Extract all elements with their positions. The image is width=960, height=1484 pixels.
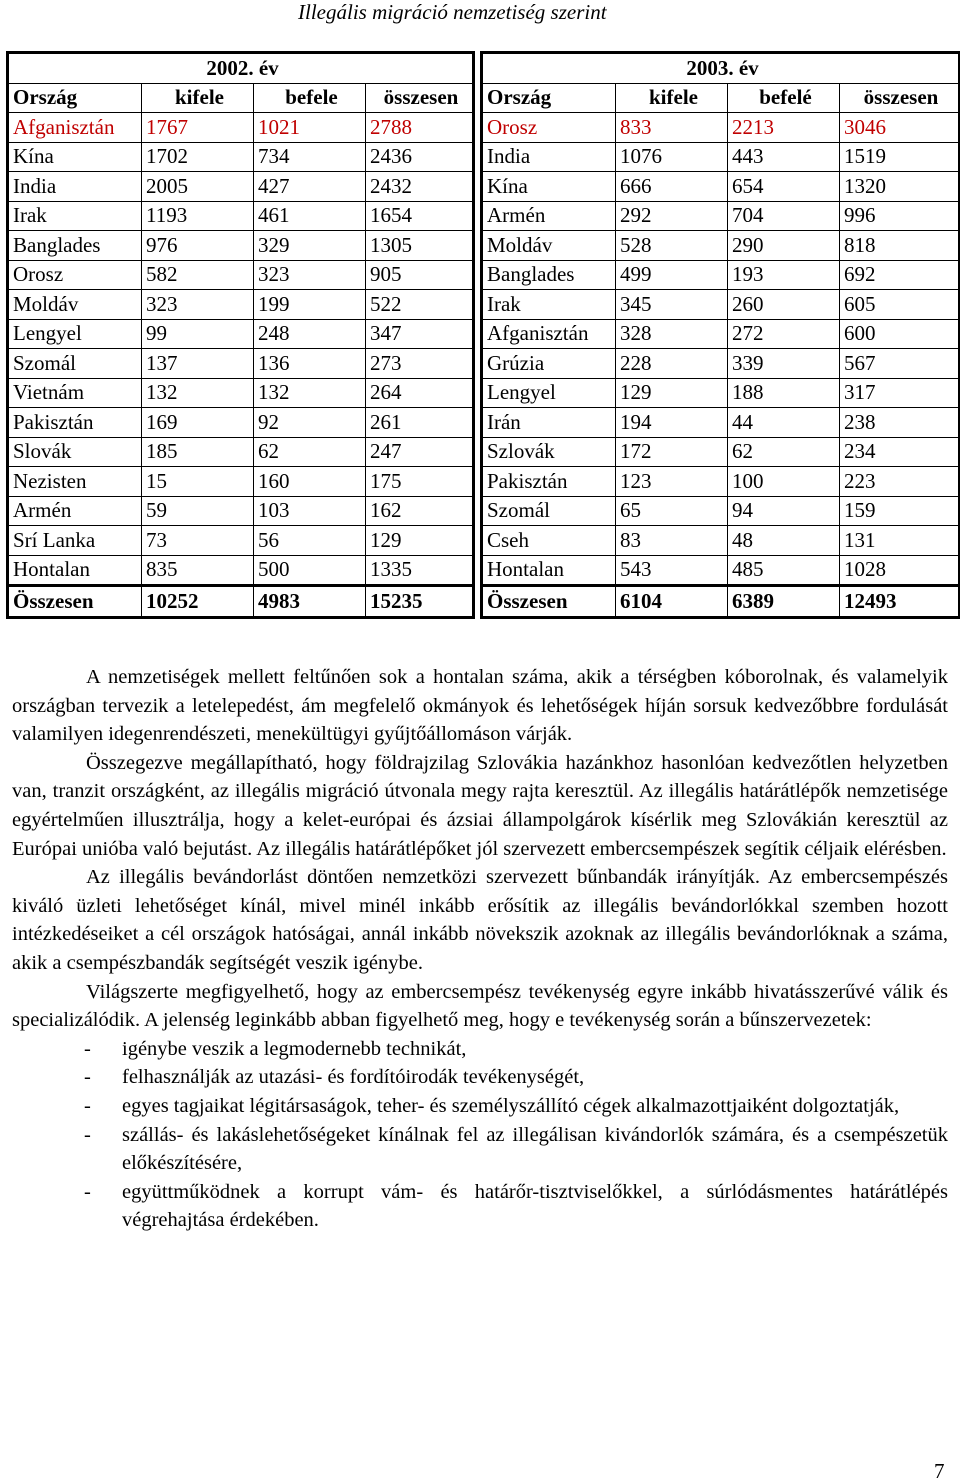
table-cell: 734 xyxy=(254,142,366,172)
paragraph: Az illegális bevándorlást döntően nemzetközi szervezett bűnbandák irányítják. Az embercsempészés kiváló üzleti lehetőséget kínál, mivel minél inkább erősítik az illegális bevándorlókkal szemben hozott intézkedéseiket a cél országok hatóságai, annál inkább növekszik azoknak az illegális bevándorlóknak a száma, akik a csempészbandák segítségét veszik igénybe. xyxy=(12,866,948,974)
table-cell: 996 xyxy=(840,201,960,231)
table-cell: Szlovák xyxy=(482,437,616,467)
year-row xyxy=(482,53,960,84)
table-cell: Szomál xyxy=(482,496,616,526)
table-cell: Srí Lanka xyxy=(8,526,142,556)
table-cell: 272 xyxy=(728,319,840,349)
table-cell: 976 xyxy=(142,231,254,261)
table-cell: 264 xyxy=(366,378,474,408)
table-cell: 162 xyxy=(366,496,474,526)
table-cell: 1335 xyxy=(366,555,474,586)
table-row xyxy=(8,231,474,261)
total-cell: 15235 xyxy=(366,586,474,618)
table-cell: 500 xyxy=(254,555,366,586)
table-cell: Orosz xyxy=(482,113,616,143)
table-cell: 136 xyxy=(254,349,366,379)
table-cell: 292 xyxy=(616,201,728,231)
table-cell: 461 xyxy=(254,201,366,231)
table-row xyxy=(482,113,960,143)
list-item xyxy=(12,1035,948,1064)
table-cell: 339 xyxy=(728,349,840,379)
column-header: összesen xyxy=(366,83,474,113)
table-cell: 132 xyxy=(142,378,254,408)
table-cell: 48 xyxy=(728,526,840,556)
table-cell: 2005 xyxy=(142,172,254,202)
table-cell: 290 xyxy=(728,231,840,261)
table-cell: 83 xyxy=(616,526,728,556)
table-cell: 347 xyxy=(366,319,474,349)
total-cell: 6104 xyxy=(616,586,728,618)
table-cell: Hontalan xyxy=(8,555,142,586)
table-cell: 56 xyxy=(254,526,366,556)
table-cell: Armén xyxy=(8,496,142,526)
table-cell: Lengyel xyxy=(8,319,142,349)
table-row xyxy=(8,378,474,408)
table-cell: 835 xyxy=(142,555,254,586)
table-cell: 905 xyxy=(366,260,474,290)
table-cell: 248 xyxy=(254,319,366,349)
table-cell: 103 xyxy=(254,496,366,526)
header-row xyxy=(8,83,474,113)
table-cell: 160 xyxy=(254,467,366,497)
total-cell: Összesen xyxy=(482,586,616,618)
list-marker: - xyxy=(84,1094,91,1117)
total-row xyxy=(482,586,960,618)
table-cell: 1076 xyxy=(616,142,728,172)
column-header: kifele xyxy=(142,83,254,113)
table-cell: Kína xyxy=(8,142,142,172)
table-cell: 1028 xyxy=(840,555,960,586)
year-heading: 2003. év xyxy=(482,53,960,84)
column-header: kifele xyxy=(616,83,728,113)
table-row xyxy=(482,319,960,349)
table-cell: India xyxy=(8,172,142,202)
table-row xyxy=(8,290,474,320)
table-cell: 543 xyxy=(616,555,728,586)
table-cell: 3046 xyxy=(840,113,960,143)
total-cell: 12493 xyxy=(840,586,960,618)
table-cell: 522 xyxy=(366,290,474,320)
table-row xyxy=(482,290,960,320)
header-row xyxy=(482,83,960,113)
table-cell: 323 xyxy=(254,260,366,290)
table-cell: 273 xyxy=(366,349,474,379)
table-cell: 129 xyxy=(366,526,474,556)
body-text xyxy=(12,663,948,1235)
list-item xyxy=(12,1092,948,1121)
paragraph: Összegezve megállapítható, hogy földrajzilag Szlovákia hazánkhoz hasonlóan kedvezőtlen helyzetben van, tranzit országként, az illegális migráció útvonala megy rajta keresztül. Az illegális határátlépők nemzetisége egyértelműen illusztrálja, hogy a kelet-európai és ázsiai állampolgárok kísérlik meg Szlovákián keresztül az Európai unióba való bejutást. Az illegális határátlépőket jól szervezett embercsempészek segítik céljaik elérésben. xyxy=(12,751,948,860)
table-cell: 172 xyxy=(616,437,728,467)
table-cell: 323 xyxy=(142,290,254,320)
table-row xyxy=(8,172,474,202)
table-cell: 62 xyxy=(254,437,366,467)
table-2003 xyxy=(480,51,960,619)
table-row xyxy=(8,319,474,349)
table-row xyxy=(8,142,474,172)
list-item-text: igénybe veszik a legmodernebb technikát, xyxy=(122,1037,467,1060)
table-cell: Moldáv xyxy=(482,231,616,261)
table-cell: Afganisztán xyxy=(8,113,142,143)
table-row xyxy=(8,260,474,290)
table-cell: 833 xyxy=(616,113,728,143)
list-item-text: szállás- és lakáslehetőségeket kínálnak fel az illegálisan kivándorlók számára, és a csempészetük előkészítésére, xyxy=(122,1123,948,1175)
table-cell: 131 xyxy=(840,526,960,556)
total-cell: 4983 xyxy=(254,586,366,618)
table-row xyxy=(482,437,960,467)
table-row xyxy=(8,201,474,231)
table-cell: 818 xyxy=(840,231,960,261)
table-row xyxy=(482,526,960,556)
table-cell: Szomál xyxy=(8,349,142,379)
table-row xyxy=(482,260,960,290)
table-cell: Pakisztán xyxy=(482,467,616,497)
table-cell: 44 xyxy=(728,408,840,438)
table-cell: Cseh xyxy=(482,526,616,556)
table-cell: 132 xyxy=(254,378,366,408)
list-marker: - xyxy=(84,1123,91,1146)
table-cell: 605 xyxy=(840,290,960,320)
table-cell: Vietnám xyxy=(8,378,142,408)
table-row xyxy=(482,172,960,202)
table-cell: 2213 xyxy=(728,113,840,143)
table-row xyxy=(482,555,960,586)
method-list xyxy=(12,1035,948,1235)
table-cell: 2436 xyxy=(366,142,474,172)
page-header xyxy=(0,0,960,24)
column-header: befele xyxy=(254,83,366,113)
table-cell: 1654 xyxy=(366,201,474,231)
table-cell: 1702 xyxy=(142,142,254,172)
table-cell: 185 xyxy=(142,437,254,467)
table-cell: Irak xyxy=(482,290,616,320)
table-cell: 175 xyxy=(366,467,474,497)
column-header: befelé xyxy=(728,83,840,113)
table-cell: 228 xyxy=(616,349,728,379)
table-row xyxy=(482,201,960,231)
paragraph: Világszerte megfigyelhető, hogy az embercsempész tevékenység egyre inkább hivatásszerűvé válik és specializálódik. A jelenség leginkább abban figyelhető meg, hogy e tevékenység során a bűnszervezetek: xyxy=(12,980,948,1032)
table-row xyxy=(482,408,960,438)
table-cell: 223 xyxy=(840,467,960,497)
table-cell: Lengyel xyxy=(482,378,616,408)
table-row xyxy=(482,378,960,408)
table-cell: Hontalan xyxy=(482,555,616,586)
table-cell: 247 xyxy=(366,437,474,467)
table-cell: 329 xyxy=(254,231,366,261)
list-item-text: egyes tagjaikat légitársaságok, teher- és személyszállító cégek alkalmazottjaiként dolgoztatják, xyxy=(122,1094,900,1117)
page-number: 7 xyxy=(934,1459,945,1483)
total-cell: 10252 xyxy=(142,586,254,618)
table-cell: 234 xyxy=(840,437,960,467)
table-row xyxy=(482,496,960,526)
list-item-text: együttműködnek a korrupt vám- és határőr-tisztviselőkkel, a súrlódásmentes határátlépés végrehajtása érdekében. xyxy=(122,1180,948,1232)
table-row xyxy=(8,555,474,586)
table-cell: 92 xyxy=(254,408,366,438)
table-cell: Kína xyxy=(482,172,616,202)
table-2002 xyxy=(6,51,475,619)
table-cell: 485 xyxy=(728,555,840,586)
table-row xyxy=(482,231,960,261)
table-cell: 600 xyxy=(840,319,960,349)
year-heading: 2002. év xyxy=(8,53,474,84)
table-cell: 1021 xyxy=(254,113,366,143)
list-item xyxy=(12,1063,948,1092)
table-cell: 1305 xyxy=(366,231,474,261)
table-cell: 345 xyxy=(616,290,728,320)
paragraph: A nemzetiségek mellett feltűnően sok a hontalan száma, akik a térségben kóborolnak, és valamelyik országban tervezik a letelepedést, ám megfelelő okmányok és lehetőségek híján sorsuk kedvezőbbre fordulását valamilyen idegenrendészeti, menekültügyi gyűjtőállomáson várják. xyxy=(12,666,948,746)
table-cell: 567 xyxy=(840,349,960,379)
table-cell: 582 xyxy=(142,260,254,290)
table-cell: 159 xyxy=(840,496,960,526)
table-cell: 73 xyxy=(142,526,254,556)
total-cell: Összesen xyxy=(8,586,142,618)
total-row xyxy=(8,586,474,618)
table-row xyxy=(482,467,960,497)
table-row xyxy=(482,349,960,379)
year-row xyxy=(8,53,474,84)
table-cell: 1519 xyxy=(840,142,960,172)
table-cell: 188 xyxy=(728,378,840,408)
table-cell: 99 xyxy=(142,319,254,349)
table-cell: Irán xyxy=(482,408,616,438)
table-cell: 59 xyxy=(142,496,254,526)
table-cell: India xyxy=(482,142,616,172)
table-cell: 62 xyxy=(728,437,840,467)
table-row xyxy=(8,496,474,526)
table-cell: 260 xyxy=(728,290,840,320)
table-cell: 704 xyxy=(728,201,840,231)
table-cell: 328 xyxy=(616,319,728,349)
table-cell: Banglades xyxy=(8,231,142,261)
column-header: Ország xyxy=(482,83,616,113)
table-cell: 2788 xyxy=(366,113,474,143)
table-cell: 666 xyxy=(616,172,728,202)
table-cell: 100 xyxy=(728,467,840,497)
table-row xyxy=(8,113,474,143)
table-cell: Orosz xyxy=(8,260,142,290)
table-cell: 94 xyxy=(728,496,840,526)
total-cell: 6389 xyxy=(728,586,840,618)
list-item-text: felhasználják az utazási- és fordítóirodák tevékenységét, xyxy=(122,1066,585,1089)
table-cell: 238 xyxy=(840,408,960,438)
table-row xyxy=(8,437,474,467)
list-marker: - xyxy=(84,1066,91,1089)
table-cell: 194 xyxy=(616,408,728,438)
table-row xyxy=(8,408,474,438)
table-cell: Afganisztán xyxy=(482,319,616,349)
list-item xyxy=(12,1121,948,1178)
column-header: összesen xyxy=(840,83,960,113)
table-cell: 427 xyxy=(254,172,366,202)
table-row xyxy=(8,467,474,497)
table-cell: Slovák xyxy=(8,437,142,467)
table-cell: 169 xyxy=(142,408,254,438)
table-cell: Grúzia xyxy=(482,349,616,379)
page-title: Illegális migráció nemzetiség szerint xyxy=(298,0,607,24)
list-marker: - xyxy=(84,1037,91,1060)
table-row xyxy=(482,142,960,172)
table-cell: 193 xyxy=(728,260,840,290)
table-cell: 1193 xyxy=(142,201,254,231)
table-cell: Nezisten xyxy=(8,467,142,497)
table-cell: 129 xyxy=(616,378,728,408)
table-cell: 199 xyxy=(254,290,366,320)
migration-tables xyxy=(6,51,958,633)
table-cell: 499 xyxy=(616,260,728,290)
table-cell: 692 xyxy=(840,260,960,290)
table-cell: 317 xyxy=(840,378,960,408)
table-cell: 261 xyxy=(366,408,474,438)
table-cell: Moldáv xyxy=(8,290,142,320)
table-cell: 654 xyxy=(728,172,840,202)
table-cell: Armén xyxy=(482,201,616,231)
table-cell: 443 xyxy=(728,142,840,172)
column-header: Ország xyxy=(8,83,142,113)
list-item xyxy=(12,1178,948,1235)
table-cell: 137 xyxy=(142,349,254,379)
table-cell: 1320 xyxy=(840,172,960,202)
table-cell: 15 xyxy=(142,467,254,497)
table-cell: 65 xyxy=(616,496,728,526)
table-row xyxy=(8,526,474,556)
table-cell: 123 xyxy=(616,467,728,497)
table-row xyxy=(8,349,474,379)
table-cell: Banglades xyxy=(482,260,616,290)
list-marker: - xyxy=(84,1180,91,1203)
table-cell: 2432 xyxy=(366,172,474,202)
table-cell: 528 xyxy=(616,231,728,261)
table-cell: Irak xyxy=(8,201,142,231)
table-cell: Pakisztán xyxy=(8,408,142,438)
table-cell: 1767 xyxy=(142,113,254,143)
